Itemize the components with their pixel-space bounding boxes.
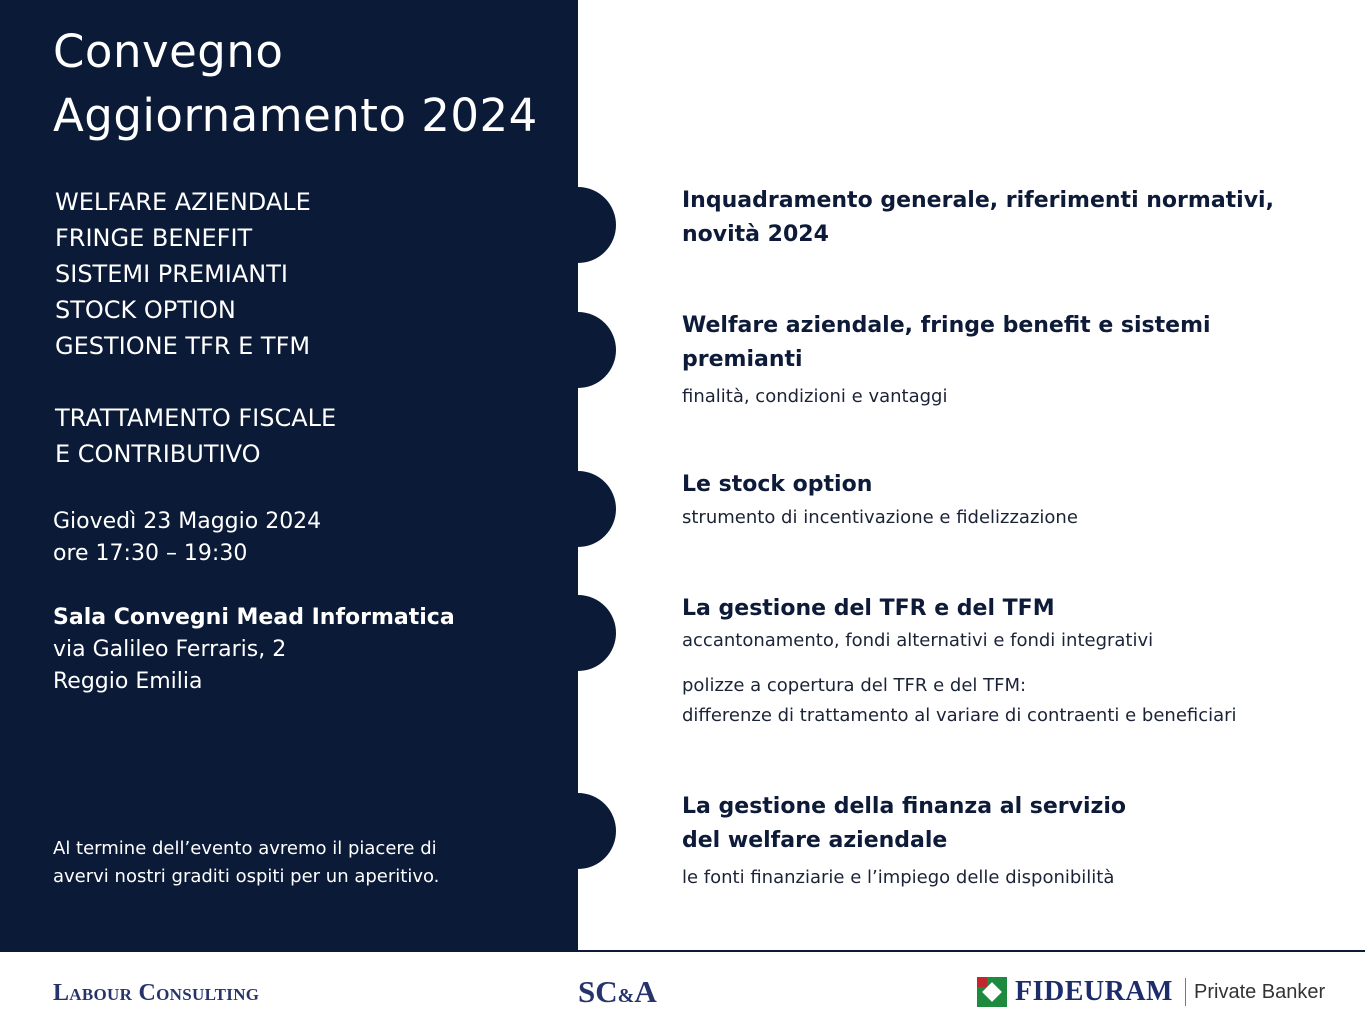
logo-separator	[1185, 978, 1186, 1006]
closing-note	[53, 835, 523, 891]
sca-logo-amp: &	[617, 985, 635, 1007]
sca-logo-a: A	[634, 974, 657, 1009]
private-banker-label: Private Banker	[1194, 980, 1326, 1003]
venue-address: via Galileo Ferraris, 2	[53, 637, 287, 662]
fideuram-mark-icon	[977, 977, 1007, 1007]
agenda-item-5	[682, 790, 1322, 893]
agenda-heading: La gestione della finanza al servizio	[682, 794, 1126, 819]
footer-divider	[0, 950, 1365, 952]
topic-extra: E CONTRIBUTIVO	[55, 440, 261, 468]
event-date: Giovedì 23 Maggio 2024	[53, 509, 322, 534]
agenda-marker	[540, 312, 616, 388]
venue-name: Sala Convegni Mead Informatica	[53, 605, 455, 630]
closing-line-2: avervi nostri graditi ospiti per un aperitivo.	[53, 866, 440, 887]
agenda-subtitle: le fonti finanziarie e l’impiego delle disponibilità	[682, 867, 1115, 888]
event-datetime	[53, 506, 321, 570]
agenda-heading: La gestione del TFR e del TFM	[682, 596, 1055, 621]
event-venue	[53, 602, 455, 698]
agenda-item-1	[682, 184, 1322, 252]
title-line-1: Convegno	[53, 25, 284, 78]
agenda-heading: premianti	[682, 347, 803, 372]
closing-line-1: Al termine dell’evento avremo il piacere di	[53, 838, 437, 859]
fideuram-logo	[977, 976, 1325, 1008]
topic-item: FRINGE BENEFIT	[55, 224, 253, 252]
left-panel	[0, 0, 578, 950]
event-time: ore 17:30 – 19:30	[53, 541, 248, 566]
agenda-heading: Le stock option	[682, 472, 873, 497]
agenda-item-3	[682, 468, 1322, 533]
agenda-heading: Inquadramento generale, riferimenti normativi,	[682, 188, 1274, 213]
agenda-heading: del welfare aziendale	[682, 828, 948, 853]
topic-item: STOCK OPTION	[55, 296, 236, 324]
agenda-heading: Welfare aziendale, fringe benefit e sistemi	[682, 313, 1211, 338]
agenda-marker	[540, 471, 616, 547]
agenda-heading: novità 2024	[682, 222, 829, 247]
agenda-marker	[540, 187, 616, 263]
topics-spacer	[55, 364, 336, 400]
topics-list	[55, 184, 336, 472]
topic-item: WELFARE AZIENDALE	[55, 188, 311, 216]
agenda-subtitle: finalità, condizioni e vantaggi	[682, 386, 948, 407]
agenda-item-4	[682, 592, 1322, 731]
topic-extra: TRATTAMENTO FISCALE	[55, 404, 337, 432]
sca-logo	[578, 974, 657, 1010]
topic-item: SISTEMI PREMIANTI	[55, 260, 288, 288]
labour-consulting-logo: Labour Consulting	[53, 980, 260, 1006]
topic-item: GESTIONE TFR E TFM	[55, 332, 311, 360]
agenda-item-2	[682, 309, 1322, 412]
agenda-subtitle: differenze di trattamento al variare di contraenti e beneficiari	[682, 705, 1237, 726]
agenda-marker	[540, 595, 616, 671]
agenda-subtitle: accantonamento, fondi alternativi e fondi integrativi	[682, 630, 1154, 651]
venue-city: Reggio Emilia	[53, 669, 203, 694]
fideuram-wordmark: FIDEURAM	[1015, 976, 1173, 1007]
title-line-2: Aggiornamento 2024	[53, 89, 538, 142]
agenda-subtitle: strumento di incentivazione e fidelizzazione	[682, 507, 1078, 528]
agenda-marker	[540, 793, 616, 869]
sca-logo-sc: SC	[578, 974, 618, 1009]
agenda-subtitle: polizze a copertura del TFR e del TFM:	[682, 675, 1027, 696]
page-title	[53, 20, 538, 148]
